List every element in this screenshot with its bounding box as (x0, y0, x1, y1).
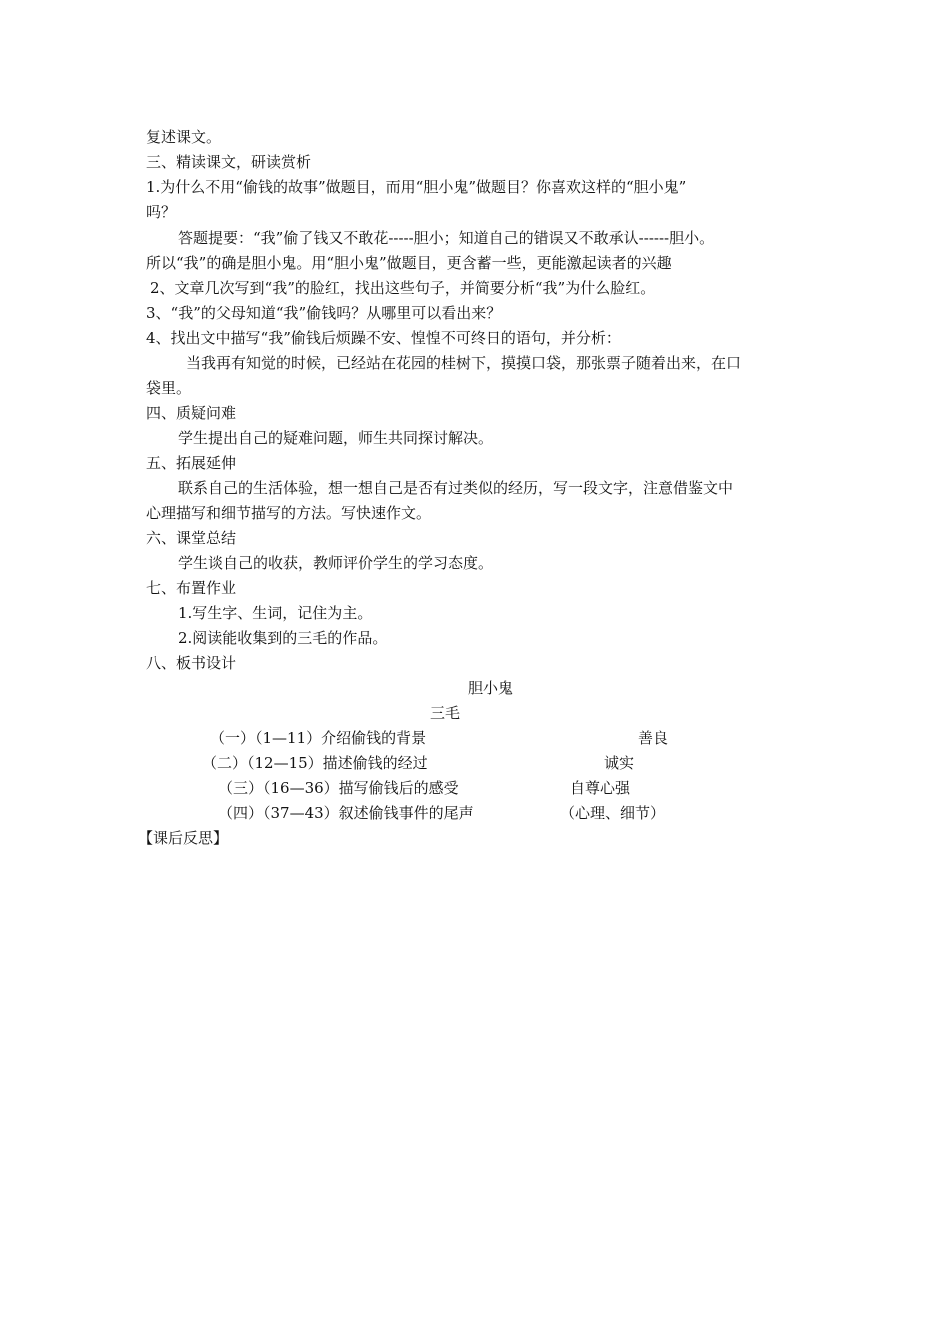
board-row-part: （四）（37—43）叙述偷钱事件的尾声 (218, 804, 474, 822)
answer-hint: 答题提要：“我”偷了钱又不敢花-----胆小；知道自己的错误又不敢承认------胆小。 (178, 229, 715, 247)
board-row-note: 诚实 (604, 754, 635, 772)
question-1: 1.为什么不用“偷钱的故事”做题目，而用“胆小鬼”做题目？你喜欢这样的“胆小鬼” (146, 178, 687, 196)
board-row-part: （一）（1—11）介绍偷钱的背景 (210, 729, 427, 747)
section-heading: 六、课堂总结 (146, 529, 237, 547)
question-3: 3、“我”的父母知道“我”偷钱吗？从哪里可以看出来？ (146, 304, 502, 322)
section-heading: 三、精读课文，研读赏析 (146, 153, 312, 171)
board-row-part: （二）（12—15）描述偷钱的经过 (202, 754, 428, 772)
board-row-note: 善良 (638, 729, 669, 747)
quote-line: 当我再有知觉的时候，已经站在花园的桂树下，摸摸口袋，那张票子随着出来，在口 (186, 354, 742, 372)
question-2: 2、文章几次写到“我”的脸红，找出这些句子，并简要分析“我”为什么脸红。 (150, 279, 656, 297)
board-row-note: 自尊心强 (570, 779, 631, 797)
homework-item: 2.阅读能收集到的三毛的作品。 (178, 629, 388, 647)
text-line: 袋里。 (146, 379, 192, 397)
board-row-part: （三）（16—36）描写偷钱后的感受 (218, 779, 459, 797)
text-line: 联系自己的生活体验，想一想自己是否有过类似的经历，写一段文字，注意借鉴文中 (178, 479, 734, 497)
section-heading: 五、拓展延伸 (146, 454, 237, 472)
reflection-heading: 【课后反思】 (138, 829, 229, 847)
question-4: 4、找出文中描写“我”偷钱后烦躁不安、惶惶不可终日的语句，并分析： (146, 329, 621, 347)
section-heading: 七、布置作业 (146, 579, 237, 597)
homework-item: 1.写生字、生词，记住为主。 (178, 604, 373, 622)
section-heading: 四、质疑问难 (146, 404, 237, 422)
text-line: 学生谈自己的收获，教师评价学生的学习态度。 (178, 554, 494, 572)
board-row-note: （心理、细节） (560, 804, 666, 822)
board-title: 胆小鬼 (468, 679, 514, 697)
section-heading: 八、板书设计 (146, 654, 237, 672)
text-line: 复述课文。 (146, 128, 222, 146)
text-line: 所以“我”的确是胆小鬼。用“胆小鬼”做题目，更含蓄一些，更能激起读者的兴趣 (146, 254, 672, 272)
board-author: 三毛 (430, 704, 461, 722)
text-line: 吗？ (146, 203, 177, 221)
text-line: 学生提出自己的疑难问题，师生共同探讨解决。 (178, 429, 494, 447)
text-line: 心理描写和细节描写的方法。写快速作文。 (146, 504, 432, 522)
